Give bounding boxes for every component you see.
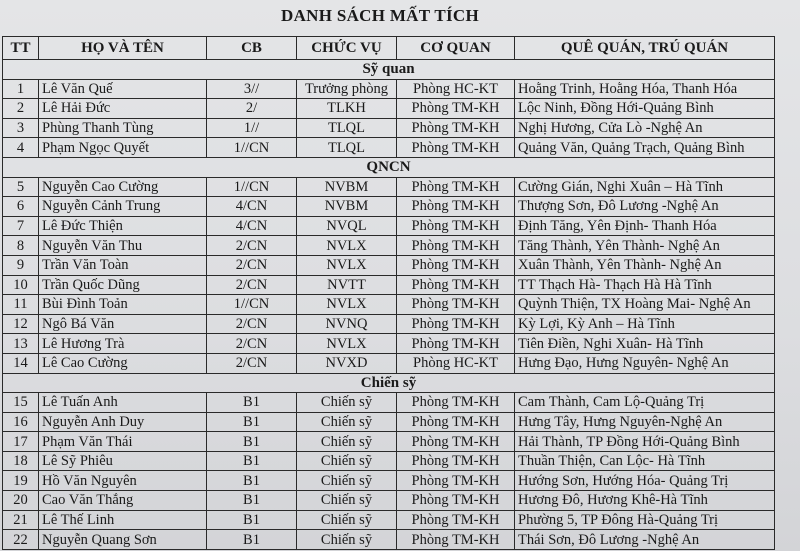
cell-position: NVLX [297,255,397,275]
cell-name: Lê Văn Quế [39,79,207,99]
cell-position: NVQL [297,216,397,236]
cell-hometown: Hương Đô, Hương Khê-Hà Tĩnh [515,491,775,511]
cell-tt: 8 [3,236,39,256]
cell-office: Phòng TM-KH [397,510,515,530]
table-row [3,432,775,452]
cell-tt: 6 [3,197,39,217]
table-row [3,353,775,373]
cell-rank: 2/CN [207,353,297,373]
cell-hometown: Hướng Sơn, Hướng Hóa- Quảng Trị [515,471,775,491]
cell-tt: 9 [3,255,39,275]
cell-name: Nguyễn Cảnh Trung [39,197,207,217]
table-row [3,197,775,217]
cell-office: Phòng TM-KH [397,197,515,217]
cell-position: Trưởng phòng [297,79,397,99]
cell-office: Phòng TM-KH [397,138,515,158]
cell-hometown: Nghị Hương, Cửa Lò -Nghệ An [515,118,775,138]
cell-name: Nguyễn Văn Thu [39,236,207,256]
cell-office: Phòng TM-KH [397,412,515,432]
cell-tt: 21 [3,510,39,530]
cell-rank: 1//CN [207,295,297,315]
cell-hometown: Quỳnh Thiện, TX Hoàng Mai- Nghệ An [515,295,775,315]
cell-rank: B1 [207,451,297,471]
cell-office: Phòng TM-KH [397,314,515,334]
cell-hometown: Lộc Ninh, Đồng Hới-Quảng Bình [515,99,775,119]
cell-position: NVNQ [297,314,397,334]
cell-hometown: Xuân Thành, Yên Thành- Nghệ An [515,255,775,275]
cell-position: NVLX [297,334,397,354]
document-title: DANH SÁCH MẤT TÍCH [281,6,479,25]
cell-rank: 3// [207,79,297,99]
cell-hometown: Hoằng Trinh, Hoằng Hóa, Thanh Hóa [515,79,775,99]
cell-tt: 16 [3,412,39,432]
cell-name: Lê Hải Đức [39,99,207,119]
cell-name: Trần Văn Toàn [39,255,207,275]
table-row [3,451,775,471]
cell-office: Phòng TM-KH [397,216,515,236]
table-row [3,295,775,315]
cell-position: NVBM [297,177,397,197]
table-row [3,118,775,138]
cell-position: TLQL [297,138,397,158]
header-tt: TT [3,37,39,60]
table-row [3,530,775,550]
cell-name: Nguyễn Cao Cường [39,177,207,197]
cell-rank: 2/CN [207,255,297,275]
cell-office: Phòng TM-KH [397,432,515,452]
cell-position: NVTT [297,275,397,295]
cell-hometown: Hải Thành, TP Đồng Hới-Quảng Bình [515,432,775,452]
cell-tt: 22 [3,530,39,550]
cell-hometown: Cường Gián, Nghi Xuân – Hà Tĩnh [515,177,775,197]
cell-rank: B1 [207,491,297,511]
cell-hometown: Hưng Đạo, Hưng Nguyên- Nghệ An [515,353,775,373]
cell-position: Chiến sỹ [297,432,397,452]
table-row [3,471,775,491]
cell-hometown: Cam Thành, Cam Lộ-Quảng Trị [515,393,775,413]
cell-tt: 12 [3,314,39,334]
cell-position: TLQL [297,118,397,138]
table-row [3,216,775,236]
cell-hometown: Thái Sơn, Đô Lương -Nghệ An [515,530,775,550]
header-name: HỌ VÀ TÊN [39,37,207,60]
cell-office: Phòng TM-KH [397,236,515,256]
cell-hometown: Tăng Thành, Yên Thành- Nghệ An [515,236,775,256]
cell-tt: 11 [3,295,39,315]
table-row [3,236,775,256]
cell-rank: B1 [207,510,297,530]
cell-hometown: Kỳ Lợi, Kỳ Anh – Hà Tĩnh [515,314,775,334]
cell-rank: 1//CN [207,138,297,158]
cell-tt: 4 [3,138,39,158]
table-row [3,275,775,295]
cell-name: Nguyễn Anh Duy [39,412,207,432]
table-row [3,393,775,413]
cell-tt: 7 [3,216,39,236]
cell-hometown: Quảng Văn, Quảng Trạch, Quảng Bình [515,138,775,158]
group-row [3,373,775,393]
table-row [3,255,775,275]
cell-name: Ngô Bá Văn [39,314,207,334]
table-row [3,334,775,354]
cell-position: Chiến sỹ [297,471,397,491]
cell-hometown: Hưng Tây, Hưng Nguyên-Nghệ An [515,412,775,432]
header-position: CHỨC VỤ [297,37,397,60]
cell-tt: 3 [3,118,39,138]
cell-office: Phòng TM-KH [397,255,515,275]
cell-tt: 1 [3,79,39,99]
cell-rank: 2/CN [207,236,297,256]
cell-office: Phòng TM-KH [397,471,515,491]
cell-rank: 2/CN [207,334,297,354]
cell-position: NVBM [297,197,397,217]
cell-rank: B1 [207,471,297,491]
cell-rank: B1 [207,432,297,452]
cell-name: Lê Cao Cường [39,353,207,373]
header-hometown: QUÊ QUÁN, TRÚ QUÁN [515,37,775,60]
cell-office: Phòng TM-KH [397,491,515,511]
cell-office: Phòng TM-KH [397,451,515,471]
header-office: CƠ QUAN [397,37,515,60]
cell-tt: 17 [3,432,39,452]
cell-position: NVXD [297,353,397,373]
cell-tt: 14 [3,353,39,373]
cell-name: Hồ Văn Nguyên [39,471,207,491]
cell-rank: 4/CN [207,197,297,217]
group-label: QNCN [3,157,775,177]
missing-persons-table [2,36,775,550]
cell-hometown: Phường 5, TP Đông Hà-Quảng Trị [515,510,775,530]
table-body [3,60,775,550]
cell-position: Chiến sỹ [297,393,397,413]
cell-position: Chiến sỹ [297,530,397,550]
cell-hometown: Tiên Điền, Nghi Xuân- Hà Tĩnh [515,334,775,354]
cell-position: Chiến sỹ [297,510,397,530]
cell-office: Phòng TM-KH [397,99,515,119]
cell-hometown: TT Thạch Hà- Thạch Hà Hà Tĩnh [515,275,775,295]
table-row [3,177,775,197]
cell-tt: 20 [3,491,39,511]
cell-position: Chiến sỹ [297,451,397,471]
table-row [3,412,775,432]
cell-hometown: Thuần Thiện, Can Lộc- Hà Tĩnh [515,451,775,471]
cell-name: Bùi Đình Toản [39,295,207,315]
cell-office: Phòng TM-KH [397,118,515,138]
cell-hometown: Định Tăng, Yên Định- Thanh Hóa [515,216,775,236]
cell-hometown: Thượng Sơn, Đô Lương -Nghệ An [515,197,775,217]
cell-tt: 18 [3,451,39,471]
group-label: Chiến sỹ [3,373,775,393]
group-label: Sỹ quan [3,60,775,80]
cell-name: Phạm Ngọc Quyết [39,138,207,158]
cell-rank: 2/CN [207,314,297,334]
group-row [3,157,775,177]
cell-position: NVLX [297,236,397,256]
table-row [3,99,775,119]
table-row [3,138,775,158]
cell-office: Phòng HC-KT [397,79,515,99]
cell-position: NVLX [297,295,397,315]
header-row [3,37,775,60]
cell-name: Lê Hương Trà [39,334,207,354]
cell-name: Trần Quốc Dũng [39,275,207,295]
cell-position: TLKH [297,99,397,119]
cell-office: Phòng TM-KH [397,334,515,354]
cell-rank: B1 [207,393,297,413]
cell-office: Phòng TM-KH [397,275,515,295]
cell-tt: 13 [3,334,39,354]
cell-office: Phòng TM-KH [397,295,515,315]
cell-name: Lê Thế Linh [39,510,207,530]
table-row [3,510,775,530]
header-rank: CB [207,37,297,60]
cell-name: Cao Văn Thắng [39,491,207,511]
cell-position: Chiến sỹ [297,412,397,432]
cell-rank: B1 [207,412,297,432]
cell-rank: 2/ [207,99,297,119]
table-row [3,79,775,99]
cell-position: Chiến sỹ [297,491,397,511]
group-row [3,60,775,80]
cell-name: Lê Tuấn Anh [39,393,207,413]
table-row [3,314,775,334]
cell-name: Nguyễn Quang Sơn [39,530,207,550]
cell-rank: 4/CN [207,216,297,236]
cell-name: Lê Đức Thiện [39,216,207,236]
cell-tt: 19 [3,471,39,491]
table-row [3,491,775,511]
cell-tt: 10 [3,275,39,295]
cell-tt: 15 [3,393,39,413]
cell-office: Phòng HC-KT [397,353,515,373]
cell-tt: 5 [3,177,39,197]
cell-tt: 2 [3,99,39,119]
cell-office: Phòng TM-KH [397,177,515,197]
cell-rank: 1// [207,118,297,138]
cell-office: Phòng TM-KH [397,393,515,413]
cell-name: Lê Sỹ Phiêu [39,451,207,471]
cell-name: Phùng Thanh Tùng [39,118,207,138]
cell-name: Phạm Văn Thái [39,432,207,452]
cell-rank: B1 [207,530,297,550]
cell-office: Phòng TM-KH [397,530,515,550]
cell-rank: 2/CN [207,275,297,295]
cell-rank: 1//CN [207,177,297,197]
